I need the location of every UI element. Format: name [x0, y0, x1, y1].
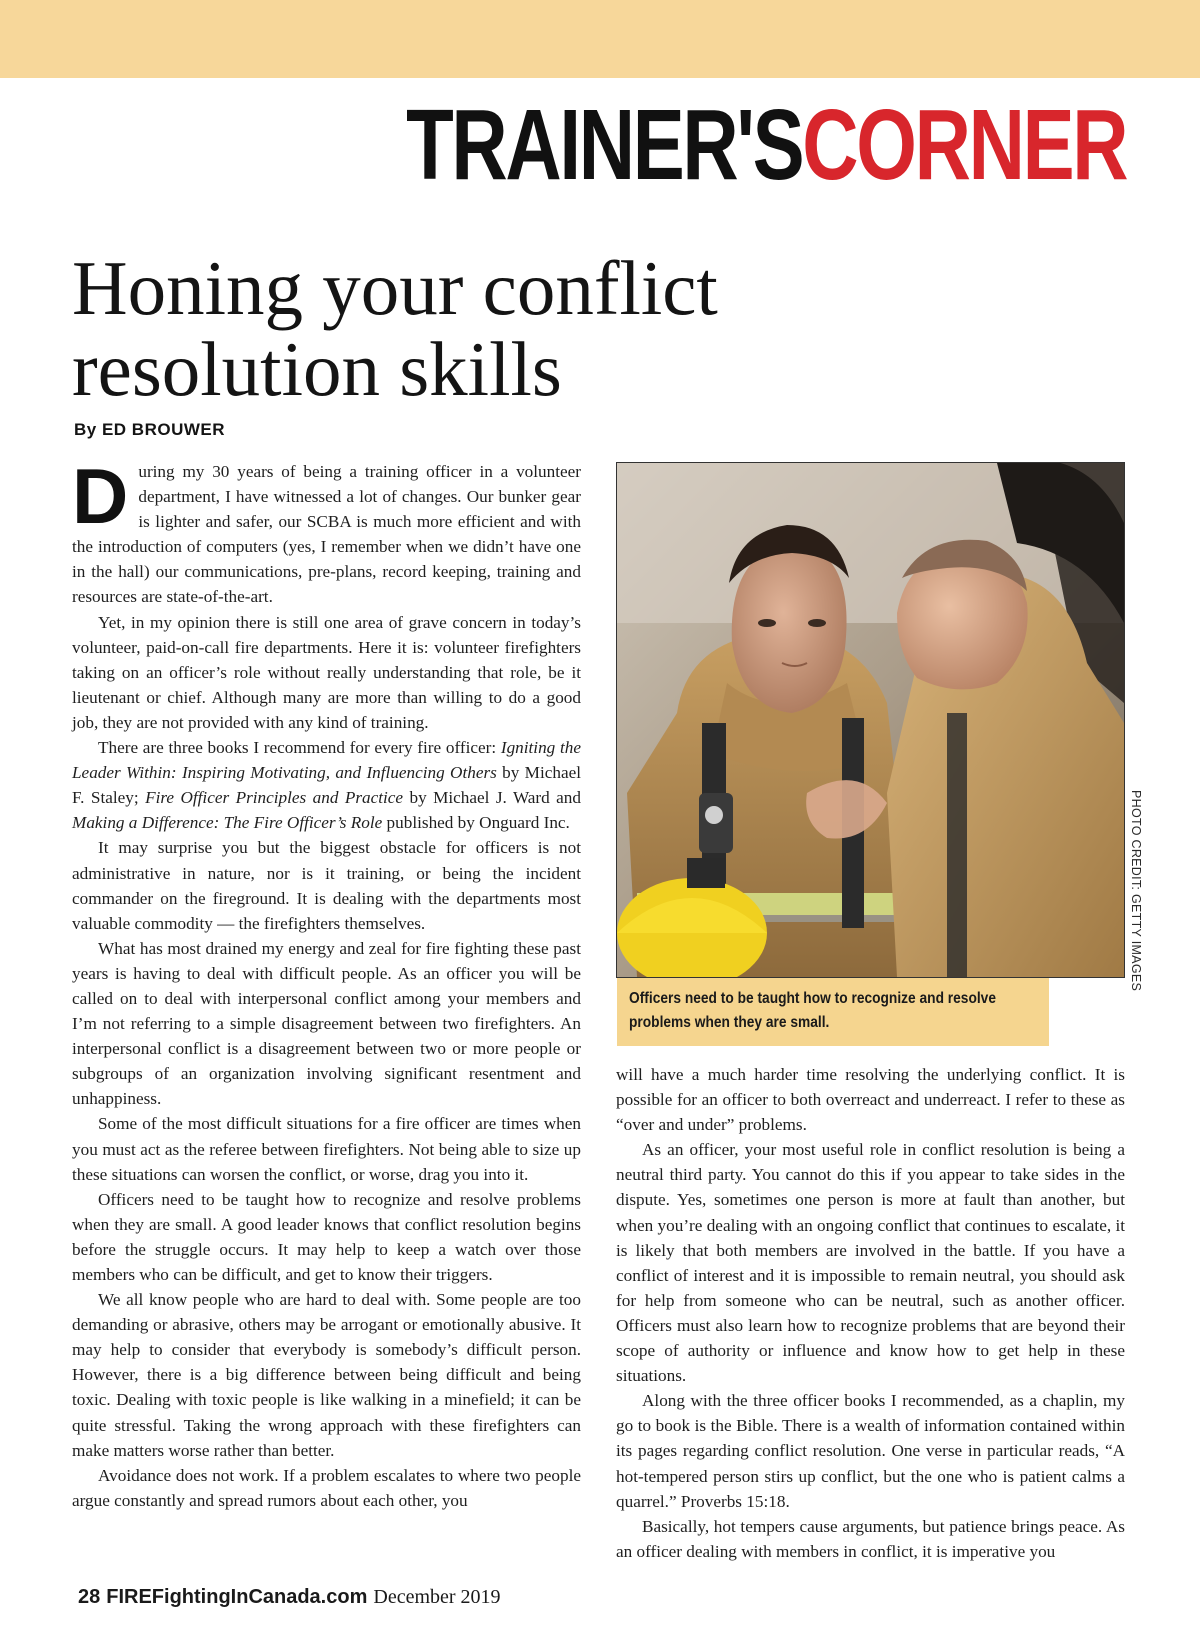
right-paragraph-1: will have a much harder time resolving the underlying conflict. It is possible for an officer to both overreact and underreact. I refer to these as “over and under” problems.	[616, 1065, 1125, 1135]
book-title-3: Making a Difference: The Fire Officer’s Role	[72, 813, 383, 833]
firefighters-illustration	[617, 463, 1124, 977]
paragraph-2: Yet, in my opinion there is still one area of grave concern in today’s volunteer, paid-on-call fire departments. Here it is: volunteer firefighters taking on an officer’s role without really understanding that role, be it lieutenant or chief. Although many are more than willing to do a good job, they are not provided with any kind of training.	[72, 612, 581, 732]
book-title-1: Igniting the Leader Within: Inspiring Motivating, and Influencing Others	[72, 738, 581, 783]
paragraph-1-text: uring my 30 years of being a training officer in a volunteer department, I have witnessed a lot of changes. Our bunker gear is lighter and safer, our SCBA is much more efficient and with the introduction of computers (yes, I remember when we didn’t have one in the hall) our communications, pre-plans, record keeping, training and resources are state-of-the-art.	[72, 462, 581, 607]
p3-text-d: published by Onguard Inc.	[382, 813, 570, 833]
photo-credit: PHOTO CREDIT: GETTY IMAGES	[1129, 790, 1143, 992]
paragraph-5: What has most drained my energy and zeal for fire fighting these past years is having to deal with difficult people. As an officer you will be called on to deal with interpersonal conflict among your members and I’m not referring to a simple disagreement between two firefighters. An interpersonal conflict is a disagreement between two or more people or subgroups of an organization involving significant resentment and unhappiness.	[72, 938, 581, 1109]
book-title-2: Fire Officer Principles and Practice	[145, 788, 404, 808]
section-masthead	[406, 90, 1126, 200]
paragraph-3	[72, 735, 581, 835]
p3-text-c: by Michael J. Ward and	[403, 788, 581, 808]
publication-name: FIREFightingInCanada.com	[106, 1586, 368, 1608]
drop-cap: D	[72, 452, 129, 540]
masthead-corner: CORNER	[802, 89, 1126, 201]
page-footer	[78, 1586, 501, 1609]
top-color-band	[0, 0, 1200, 78]
right-paragraph-4: Basically, hot tempers cause arguments, but patience brings peace. As an officer dealing with members in conflict, it is imperative you	[616, 1516, 1125, 1561]
right-paragraph-2: As an officer, your most useful role in conflict resolution is being a neutral third party. You cannot do this if you appear to take sides in the dispute. Yes, sometimes one person is more at fault than another, but when you’re dealing with an ongoing conflict that continues to escalate, it is likely that both members are involved in the battle. If you have a conflict of interest and it is impossible to remain neutral, you should ask for help from someone who can be neutral, such as another officer. Officers must also learn how to recognize problems that are beyond their scope of authority or influence and know how to get help in these situations.	[616, 1140, 1125, 1386]
byline: By ED BROUWER	[74, 420, 226, 439]
right-paragraph-3: Along with the three officer books I recommended, as a chaplin, my go to book is the Bible. There is a wealth of information contained within its pages regarding conflict resolution. One verse in particular reads, “A hot-tempered person stirs up conflict, but the one who is patient calms a quarrel.” Proverbs 15:18.	[616, 1391, 1125, 1511]
paragraph-6: Some of the most difficult situations for a fire officer are times when you must act as the referee between firefighters. Not being able to size up these situations can worsen the conflict, or worse, drag you into it.	[72, 1114, 581, 1184]
article-headline: Honing your conflict resolution skills	[72, 245, 718, 412]
paragraph-8: We all know people who are hard to deal with. Some people are too demanding or abrasive, others may be arrogant or emotionally abusive. It may help to consider that everybody is somebody’s difficult person. However, there is a big difference between being difficult and being toxic. Dealing with toxic people is like walking in a minefield; it can be quite stressful. Taking the wrong approach with these firefighters can make matters worse rather than better.	[72, 1290, 581, 1460]
page-number: 28	[78, 1586, 101, 1608]
issue-date: December 2019	[373, 1586, 501, 1608]
photo-caption	[617, 978, 1049, 1046]
left-text-column	[72, 452, 581, 1513]
paragraph-4: It may surprise you but the biggest obstacle for officers is not administrative in nature, nor is it training, or being the incident commander on the fireground. It is dealing with the departments most valuable commodity — the firefighters themselves.	[72, 838, 581, 933]
paragraph-9: Avoidance does not work. If a problem escalates to where two people argue constantly and spread rumors about each other, you	[72, 1465, 581, 1510]
firefighters-photo	[616, 462, 1125, 978]
p3-text-a: There are three books I recommend for every fire officer:	[98, 738, 501, 758]
paragraph-1	[72, 452, 581, 610]
photo-caption-text: Officers need to be taught how to recognize and resolve problems when they are small.	[629, 990, 996, 1031]
masthead-trainers: TRAINER'S	[405, 89, 803, 201]
right-text-column	[616, 1062, 1125, 1564]
p3-text-b: by Michael F. Staley;	[72, 763, 581, 808]
paragraph-7: Officers need to be taught how to recognize and resolve problems when they are small. A good leader knows that conflict resolution begins before the struggle occurs. It may help to keep a watch over those members who can be difficult, and get to know their triggers.	[72, 1189, 581, 1284]
